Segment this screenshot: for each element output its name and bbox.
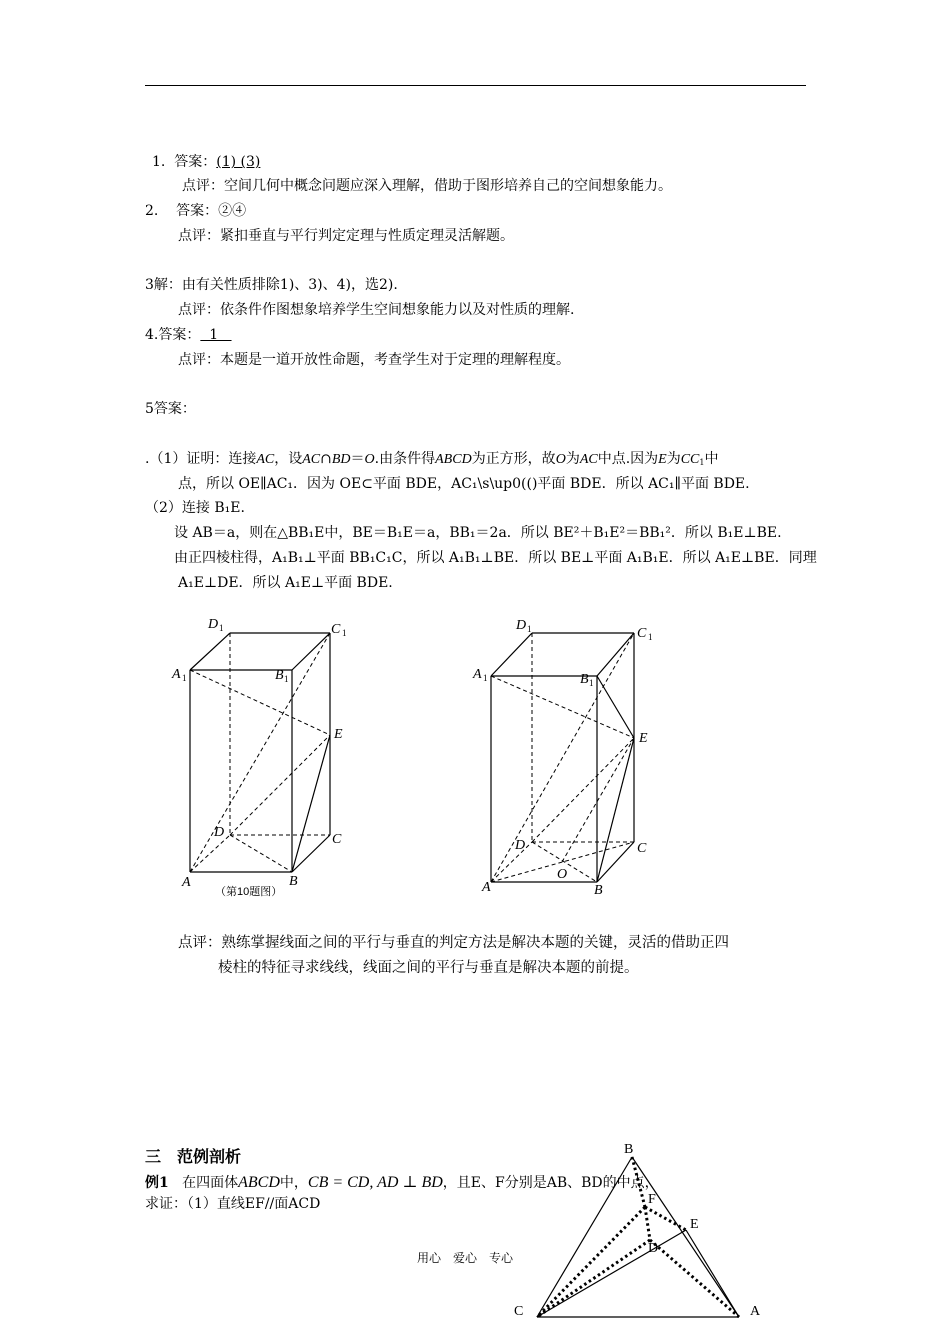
answer-1-value: (1) (3) (216, 154, 261, 170)
answer-2-value: ②④ (218, 203, 247, 219)
example-1-line: 例1 在四面体ABCD中，CB = CD, AD ⊥ BD，且E、F分别是AB、BD的中点， (145, 1174, 659, 1191)
proof-line-1: .（1）证明：连接AC，设AC∩BD＝O.由条件得ABCD为正方形，故O为AC中点.因为E为$CC_1$中 (145, 451, 719, 467)
final-comment-line-2: 棱柱的特征寻求线线，线面之间的平行与垂直是解决本题的前提。 (218, 960, 639, 976)
tetra-label-E: E (690, 1217, 699, 1232)
svg-text:1: 1 (483, 673, 488, 683)
section-title: 三 范例剖析 (145, 1147, 242, 1166)
proof-line-2: 点，所以 OE∥AC₁．因为 OE⊂平面 BDE，AC₁\s\up0(()平面 BDE．所以 AC₁∥平面 BDE. (178, 476, 750, 492)
answer-1-comment: 点评：空间几何中概念问题应深入理解，借助于图形培养自己的空间想象能力。 (182, 178, 672, 194)
tetra-label-D: D (648, 1241, 659, 1256)
example-formula: CB = CD, AD ⊥ BD (307, 1174, 443, 1191)
label-C: C (332, 832, 342, 847)
answer-3-comment: 点评：依条件作图想象培养学生空间想象能力以及对性质的理解. (178, 302, 575, 318)
label-B1-b: B (580, 672, 589, 687)
svg-text:1: 1 (219, 623, 224, 633)
label-E-b: E (639, 731, 648, 746)
answer-4-label: 4.答案： (145, 327, 201, 343)
answer-2-label: 答案： (176, 203, 219, 219)
tetra-label-C: C (514, 1304, 524, 1319)
label-A1-b: A (473, 667, 482, 682)
svg-text:1: 1 (182, 673, 187, 683)
label-A1: A (172, 667, 181, 682)
answer-1-label: 答案： (174, 154, 217, 170)
answer-4-comment: 点评：本题是一道开放性命题，考查学生对于定理的理解程度。 (178, 352, 570, 368)
example-1-line-2: 求证：（1）直线EF//面ACD (145, 1196, 321, 1212)
label-D1: D (208, 617, 219, 632)
label-D-b: D (515, 838, 526, 853)
label-D: D (214, 825, 225, 840)
answer-2-comment: 点评：紧扣垂直与平行判定定理与性质定理灵活解题。 (178, 228, 514, 244)
answer-1-number: 1. (152, 154, 166, 170)
label-B-b: B (594, 883, 603, 898)
page-footer: 用心 爱心 专心 (417, 1251, 514, 1265)
tetra-label-A: A (750, 1304, 761, 1319)
label-B1: B (275, 668, 284, 683)
label-C1: C (331, 622, 341, 637)
svg-text:1: 1 (284, 674, 289, 684)
label-E: E (334, 727, 343, 742)
answer-3-text: 3解：由有关性质排除1)、3)、4)，选2). (145, 277, 398, 293)
svg-text:1: 1 (648, 632, 653, 642)
example-label: 例1 (145, 1175, 169, 1191)
label-A-b: A (482, 880, 491, 895)
proof-line-4: 设 AB＝a，则在△BB₁E中，BE＝B₁E＝a，BB₁＝2a．所以 BE²＋B₁E²＝BB₁²．所以 B₁E⊥BE. (174, 525, 782, 541)
label-D1-b: D (516, 618, 527, 633)
tetra-label-F: F (648, 1192, 656, 1207)
svg-text:1: 1 (527, 624, 532, 634)
answer-4-value: 1 (200, 327, 232, 343)
answer-2-number: 2. (145, 203, 159, 219)
label-C1-b: C (637, 626, 647, 641)
label-B: B (289, 874, 298, 889)
proof-line-3: （2）连接 B₁E. (145, 500, 245, 516)
answer-5-label: 5答案： (145, 401, 196, 417)
figure-caption: （第10题图） (215, 886, 283, 898)
label-A: A (182, 875, 191, 890)
proof-line-5: 由正四棱柱得，A₁B₁⊥平面 BB₁C₁C，所以 A₁B₁⊥BE．所以 BE⊥平面 A₁B₁E．所以 A₁E⊥BE．同理 (174, 550, 817, 566)
label-C-b: C (637, 841, 647, 856)
proof-line-6: A₁E⊥DE．所以 A₁E⊥平面 BDE. (178, 575, 393, 591)
label-O-b: O (557, 867, 568, 882)
svg-text:1: 1 (589, 678, 594, 688)
svg-text:1: 1 (342, 628, 347, 638)
final-comment-line-1: 点评：熟练掌握线面之间的平行与垂直的判定方法是解决本题的关键，灵活的借助正四 (178, 935, 729, 951)
tetra-label-B: B (624, 1142, 634, 1157)
